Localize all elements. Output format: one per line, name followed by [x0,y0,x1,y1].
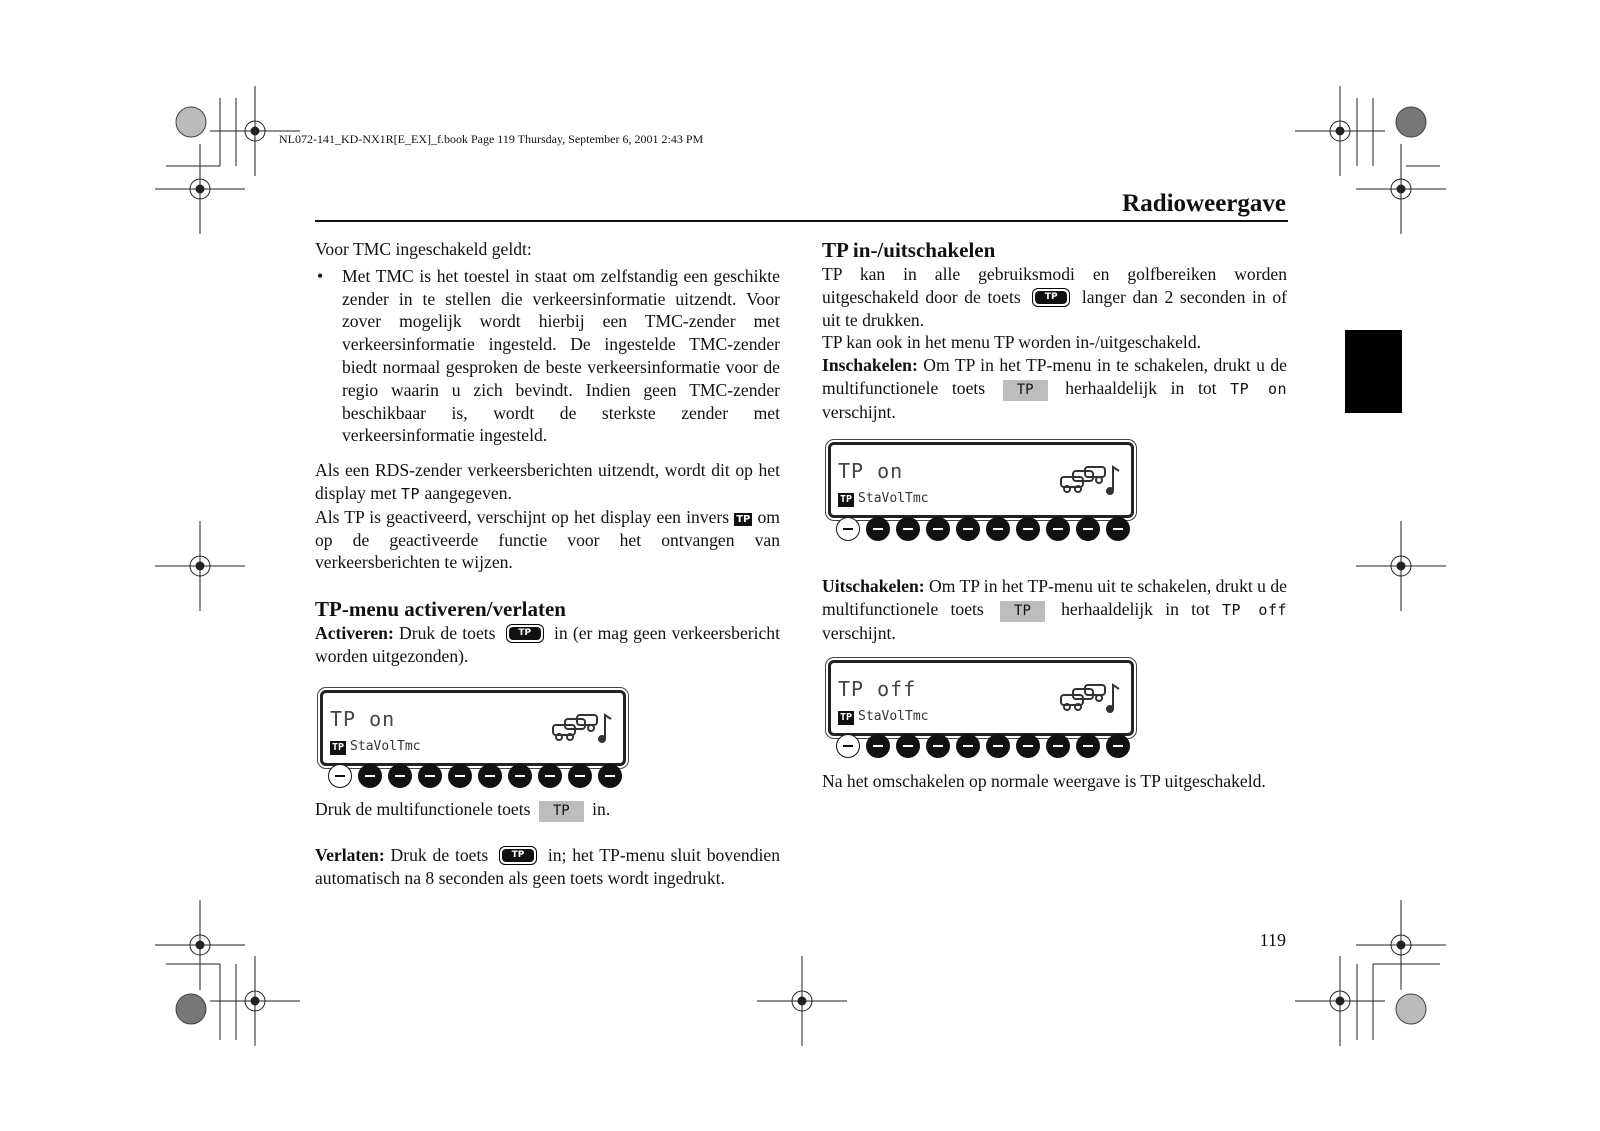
section-tab-marker [1345,330,1402,413]
softkey-2[interactable] [896,734,920,758]
traffic-cars-icon [1059,463,1125,497]
tmc-bullet: • Met TMC is het toestel in staat om zelfstandig een geschikte zender in te stellen die verkeersinformatie uitzendt. Voor zover mogelijk wordt hierbij een TMC-zender met verkeersinformatie ingesteld. De ingestelde TMC-zender biedt normaal gesproken de beste verkeersinformatie voor de regio waarin u zich bevindt. Indien geen TMC-zender beschikbaar is, wordt de sterkste zender met verkeersinformatie ingesteld. [315,265,780,447]
lcd-tp-icon: TP [840,712,853,723]
menu-toggle-text: TP kan ook in het menu TP worden in-/uitgeschakeld. [822,332,1202,353]
press-text-b: in. [587,799,611,819]
softkey-row-off [836,734,1130,760]
softkey-7[interactable] [1046,517,1070,541]
softkey-0[interactable] [836,734,860,758]
softkey-9[interactable] [598,764,622,788]
softkey-8[interactable] [1076,517,1100,541]
press-paragraph [315,798,780,822]
softkey-1[interactable] [866,517,890,541]
toggle-text-b: langer dan 2 seconden in of uit te drukken. [822,286,1287,330]
tp-button [1032,288,1070,307]
softkey-6[interactable] [1016,734,1040,758]
softkey-7[interactable] [1046,734,1070,758]
activate-paragraph [315,622,780,668]
intro-text: Voor TMC ingeschakeld geldt: [315,239,532,259]
softkey-5[interactable] [478,764,502,788]
left-column [315,238,780,668]
softkey-3[interactable] [926,517,950,541]
tp-indicator-text: TP [401,484,421,503]
softkey-6[interactable] [508,764,532,788]
softkey-4[interactable] [956,517,980,541]
lcd-line2 [838,709,929,725]
exit-text-a: Druk de toets [384,845,495,865]
traffic-cars-icon [1059,681,1125,715]
exit-text-b: in; het TP-menu sluit bovendien automatisch na 8 seconden als geen toets wordt ingedrukt. [315,845,780,888]
lcd-line2 [330,739,421,755]
file-info-header: NL072-141_KD-NX1R[E_EX]_f.book Page 119 Thursday, September 6, 2001 2:43 PM [279,132,704,146]
switch-off-text-a: Om TP in het TP-menu uit te schakelen, drukt u de multifunctionele toets [822,576,1287,619]
softkey-5[interactable] [986,734,1010,758]
tp-button [506,624,544,643]
softkey-row-on [836,517,1130,543]
activate-text-b: in (er mag geen verkeersbericht worden uitgezonden). [315,623,780,666]
switch-off-text-b: herhaaldelijk in tot [1048,598,1222,619]
softkey-1[interactable] [866,734,890,758]
exit-paragraph [315,844,780,890]
lcd-display-off [828,660,1134,736]
softkey-3[interactable] [418,764,442,788]
softkey-0[interactable] [836,517,860,541]
inverse-text-b: om op de geactiveerde functie voor het ontvangen van verkeersberichten te wijzen. [315,506,780,573]
tp-on-code: TP on [1230,379,1288,398]
rds-text-a: Als een RDS-zender verkeersberichten uitzendt, wordt dit op het display met [315,460,780,503]
press-text-a: Druk de multifunctionele toets [315,799,535,819]
tp-softkey-label: TP [1003,380,1048,401]
lcd-tp-icon: TP [840,494,853,505]
right-column-mid [822,575,1287,645]
tp-menu-heading: TP-menu activeren/verlaten [315,597,566,622]
inverse-paragraph [315,506,780,574]
lcd-line2 [838,491,929,507]
rds-paragraph [315,459,780,506]
final-paragraph: Na het omschakelen op normale weergave is TP uitgeschakeld. [822,771,1266,791]
lcd-line1: TP on [330,707,396,731]
switch-on-text-b: herhaaldelijk in tot [1051,377,1231,398]
lcd-tp-icon: TP [332,742,345,753]
title-rule [315,220,1288,222]
activate-text-a: Druk de toets [393,623,501,644]
switch-on-label: Inschakelen: [822,355,918,376]
page-title: Radioweergave [1122,190,1286,217]
inverse-text-a: Als TP is geactiveerd, verschijnt op het display een invers [315,506,735,527]
tp-toggle-paragraph [822,263,1287,331]
exit-label: Verlaten: [315,845,385,865]
softkey-2[interactable] [896,517,920,541]
tp-button-label: TP [1035,291,1067,304]
lcd-line2-text: StaVolTmc [350,739,421,754]
softkey-0[interactable] [328,764,352,788]
switch-on-text-a: Om TP in het TP-menu in te schakelen, drukt u de multifunctionele toets [822,355,1287,398]
right-column [822,237,1287,424]
switch-off-paragraph [822,575,1287,645]
tp-button [499,846,537,865]
traffic-cars-icon [551,711,617,745]
softkey-7[interactable] [538,764,562,788]
rds-text-b: aangegeven. [420,482,512,503]
page-number: 119 [1259,930,1286,950]
softkey-3[interactable] [926,734,950,758]
tp-button-label: TP [509,627,541,640]
softkey-1[interactable] [358,764,382,788]
lcd-line1: TP on [838,459,904,483]
softkey-5[interactable] [986,517,1010,541]
switch-on-text-c: verschijnt. [822,401,896,422]
switch-off-label: Uitschakelen: [822,576,925,596]
lcd-display-on [828,442,1134,518]
softkey-8[interactable] [1076,734,1100,758]
switch-off-text-c: verschijnt. [822,622,896,643]
activate-label: Activeren: [315,623,394,644]
switch-on-paragraph [822,354,1287,424]
softkey-2[interactable] [388,764,412,788]
tp-softkey-label: TP [1000,601,1045,622]
softkey-9[interactable] [1106,734,1130,758]
tp-inverse-icon: TP [736,513,751,525]
toggle-text-a: TP kan in alle gebruiksmodi en golfbereiken worden uitgeschakeld door de toets [822,264,1287,307]
softkey-row-activate [328,764,622,790]
lcd-line2-text: StaVolTmc [858,709,929,724]
tp-softkey-label: TP [539,801,584,822]
lcd-display-activate [320,690,626,766]
tp-toggle-heading: TP in-/uitschakelen [822,238,996,262]
softkey-9[interactable] [1106,517,1130,541]
tp-button-label: TP [502,849,534,862]
softkey-4[interactable] [956,734,980,758]
tp-off-code: TP off [1221,600,1288,619]
left-column-lower [315,798,780,890]
softkey-6[interactable] [1016,517,1040,541]
lcd-line2-text: StaVolTmc [858,491,929,506]
softkey-4[interactable] [448,764,472,788]
softkey-8[interactable] [568,764,592,788]
lcd-line1: TP off [838,677,917,701]
